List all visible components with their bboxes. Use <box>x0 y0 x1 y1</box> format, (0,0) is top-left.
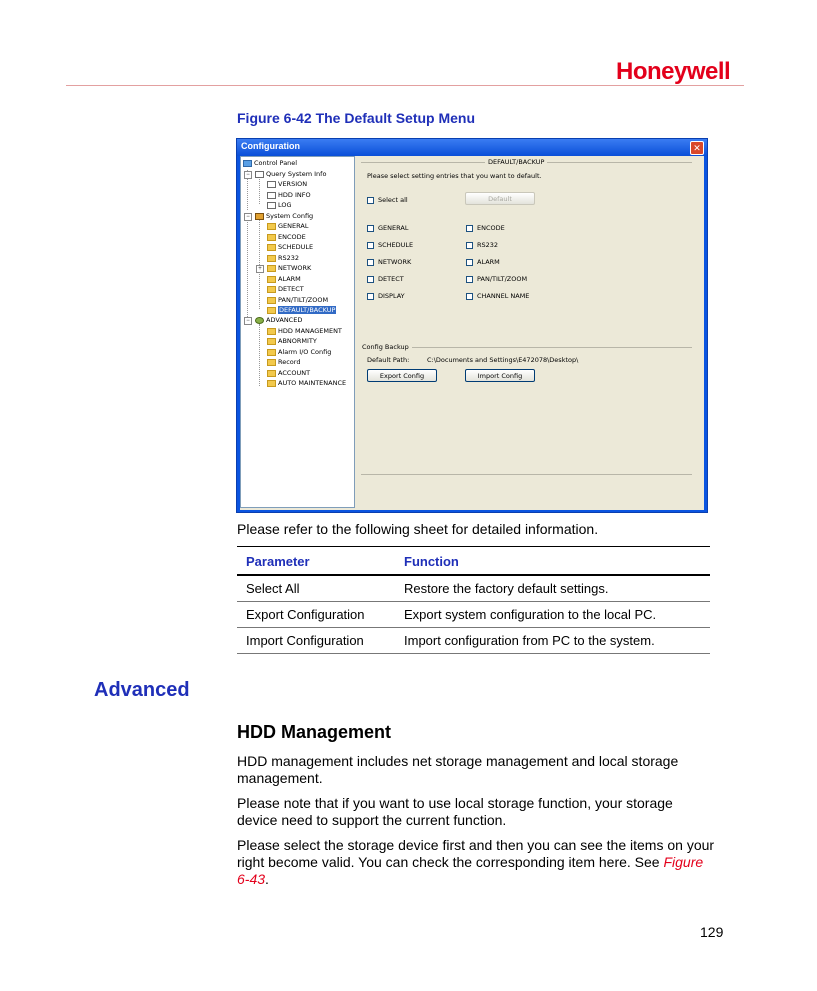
folder-icon <box>267 370 276 377</box>
checkbox[interactable] <box>367 276 374 283</box>
tree-label: RS232 <box>278 254 300 262</box>
folder-icon <box>267 244 276 251</box>
figure-link[interactable]: Figure 6-43 <box>237 854 704 887</box>
checkbox[interactable] <box>367 242 374 249</box>
table-cell: Import configuration from PC to the system. <box>395 628 710 654</box>
section-heading: Advanced <box>94 679 190 701</box>
checkbox[interactable] <box>367 259 374 266</box>
folder-icon <box>267 223 276 230</box>
tree-item-system-config[interactable] <box>255 211 313 221</box>
folder-icon <box>267 265 276 272</box>
tree-item-control-panel[interactable] <box>243 158 297 168</box>
folder-icon <box>267 255 276 262</box>
window-title: Configuration <box>241 141 300 151</box>
config-tree[interactable] <box>240 156 355 508</box>
option-label: ENCODE <box>477 224 505 232</box>
folder-icon <box>267 286 276 293</box>
tree-label: ADVANCED <box>266 316 303 324</box>
checkbox[interactable] <box>466 259 473 266</box>
tree-label: HDD INFO <box>278 191 311 199</box>
document-icon <box>267 192 276 199</box>
table-cell: Select All <box>237 575 395 602</box>
tree-label: GENERAL <box>278 222 309 230</box>
tree-label: AUTO MAINTENANCE <box>278 379 347 387</box>
option-label: GENERAL <box>378 224 409 232</box>
parameter-table <box>237 546 710 654</box>
export-config-button[interactable]: Export Config <box>367 369 437 382</box>
tree-label: DETECT <box>278 285 304 293</box>
tree-item-general[interactable] <box>267 221 308 231</box>
tree-label: PAN/TILT/ZOOM <box>278 296 329 304</box>
table-cell: Restore the factory default settings. <box>395 575 710 602</box>
tree-label: ABNORMITY <box>278 337 317 345</box>
tree-label: HDD MANAGEMENT <box>278 327 342 335</box>
collapse-icon[interactable]: − <box>244 317 252 325</box>
checkbox[interactable] <box>466 225 473 232</box>
select-all-label: Select all <box>378 196 408 204</box>
folder-icon <box>267 338 276 345</box>
table-cell: Export Configuration <box>237 602 395 628</box>
tree-line <box>259 177 260 204</box>
group-divider <box>361 474 692 475</box>
tree-label: Alarm I/O Config <box>278 348 332 356</box>
tree-label: VERSION <box>278 180 308 188</box>
tree-item-default-backup[interactable] <box>267 305 336 315</box>
checkbox[interactable] <box>367 225 374 232</box>
tree-label: Control Panel <box>254 159 298 167</box>
tree-label: ALARM <box>278 275 301 283</box>
tree-label: Record <box>278 358 301 366</box>
table-header-row <box>237 547 710 576</box>
tree-item-schedule[interactable] <box>267 242 313 252</box>
tree-item-account[interactable] <box>267 368 310 378</box>
tree-label: LOG <box>278 201 292 209</box>
close-icon[interactable]: ✕ <box>690 141 704 155</box>
option-label: RS232 <box>477 241 499 249</box>
option-label: ALARM <box>477 258 500 266</box>
folder-icon <box>267 307 276 314</box>
column-header: Parameter <box>237 547 395 576</box>
document-icon <box>255 171 264 178</box>
option-label: PAN/TILT/ZOOM <box>477 275 528 283</box>
tree-item-record[interactable] <box>267 357 300 367</box>
expand-icon[interactable]: + <box>256 265 264 273</box>
option-label: DETECT <box>378 275 404 283</box>
tree-line <box>259 219 260 309</box>
tree-item-log[interactable] <box>267 200 292 210</box>
folder-icon <box>267 349 276 356</box>
column-header: Function <box>395 547 710 576</box>
subsection-heading: HDD Management <box>237 722 392 742</box>
folder-icon <box>267 234 276 241</box>
table-row <box>237 575 710 602</box>
tree-item-pan-tilt-zoom[interactable] <box>267 295 328 305</box>
paragraph-text: Please select the storage device first and then you can see the items on your right become valid. You can check the corresponding item here. See <box>237 837 715 870</box>
advanced-icon <box>255 317 264 324</box>
tree-item-advanced[interactable] <box>255 315 302 325</box>
paragraph: Please note that if you want to use local storage function, your storage device need to support the current function. <box>237 795 673 828</box>
intro-sentence: Please refer to the following sheet for detailed information. <box>237 521 599 537</box>
tree-label: Query System Info <box>266 170 327 178</box>
import-config-button[interactable]: Import Config <box>465 369 535 382</box>
default-backup-panel <box>359 156 702 508</box>
select-all-checkbox[interactable] <box>367 197 374 204</box>
option-label: NETWORK <box>378 258 412 266</box>
default-button[interactable]: Default <box>465 192 535 205</box>
tree-item-detect[interactable] <box>267 284 304 294</box>
tools-icon <box>255 213 264 220</box>
paragraph: HDD management includes net storage management and local storage management. <box>237 753 679 786</box>
honeywell-logo: Honeywell <box>616 58 731 85</box>
paragraph <box>237 837 715 888</box>
checkbox[interactable] <box>466 242 473 249</box>
tree-item-version[interactable] <box>267 179 307 189</box>
tree-item-abnormity[interactable] <box>267 336 317 346</box>
tree-item-hdd-management[interactable] <box>267 326 342 336</box>
tree-item-query-system-info[interactable] <box>255 169 326 179</box>
tree-label: System Config <box>266 212 314 220</box>
tree-item-network[interactable] <box>267 263 311 273</box>
tree-item-encode[interactable] <box>267 232 306 242</box>
tree-item-hdd-info[interactable] <box>267 190 311 200</box>
tree-label: SCHEDULE <box>278 243 314 251</box>
document-icon <box>267 202 276 209</box>
tree-item-alarm[interactable] <box>267 274 301 284</box>
checkbox[interactable] <box>466 276 473 283</box>
document-icon <box>267 181 276 188</box>
table-row <box>237 628 710 654</box>
tree-item-rs232[interactable] <box>267 253 299 263</box>
folder-icon <box>267 276 276 283</box>
default-path-value: C:\Documents and Settings\E472078\Desktop\ <box>427 356 579 364</box>
tree-item-alarm-io-config[interactable] <box>267 347 331 357</box>
page-number: 129 <box>700 924 724 940</box>
header-rule <box>66 85 744 86</box>
tree-line <box>247 213 248 319</box>
checkbox[interactable] <box>466 293 473 300</box>
folder-icon <box>267 297 276 304</box>
tree-item-auto-maintenance[interactable] <box>267 378 346 388</box>
window-titlebar <box>237 139 707 156</box>
option-label: SCHEDULE <box>378 241 414 249</box>
tree-label: ENCODE <box>278 233 306 241</box>
checkbox[interactable] <box>367 293 374 300</box>
tree-label-selected: DEFAULT/BACKUP <box>279 306 336 314</box>
configuration-window <box>236 138 708 513</box>
collapse-icon[interactable]: − <box>244 213 252 221</box>
option-label: DISPLAY <box>378 292 405 300</box>
tree-label: NETWORK <box>278 264 312 272</box>
collapse-icon[interactable]: − <box>244 171 252 179</box>
instruction-text: Please select setting entries that you want to default. <box>367 172 542 180</box>
folder-icon <box>267 328 276 335</box>
folder-icon <box>267 380 276 387</box>
group-title: DEFAULT/BACKUP <box>485 158 547 166</box>
figure-caption: Figure 6-42 The Default Setup Menu <box>237 110 476 126</box>
config-backup-title: Config Backup <box>359 343 412 351</box>
folder-icon <box>267 359 276 366</box>
option-label: CHANNEL NAME <box>477 292 530 300</box>
tree-label: ACCOUNT <box>278 369 311 377</box>
table-row <box>237 602 710 628</box>
table-cell: Export system configuration to the local PC. <box>395 602 710 628</box>
computer-icon <box>243 160 252 167</box>
default-path-label: Default Path: <box>367 356 410 364</box>
paragraph-end: . <box>265 871 269 887</box>
window-client <box>240 156 704 510</box>
tree-line <box>259 324 260 386</box>
table-cell: Import Configuration <box>237 628 395 654</box>
